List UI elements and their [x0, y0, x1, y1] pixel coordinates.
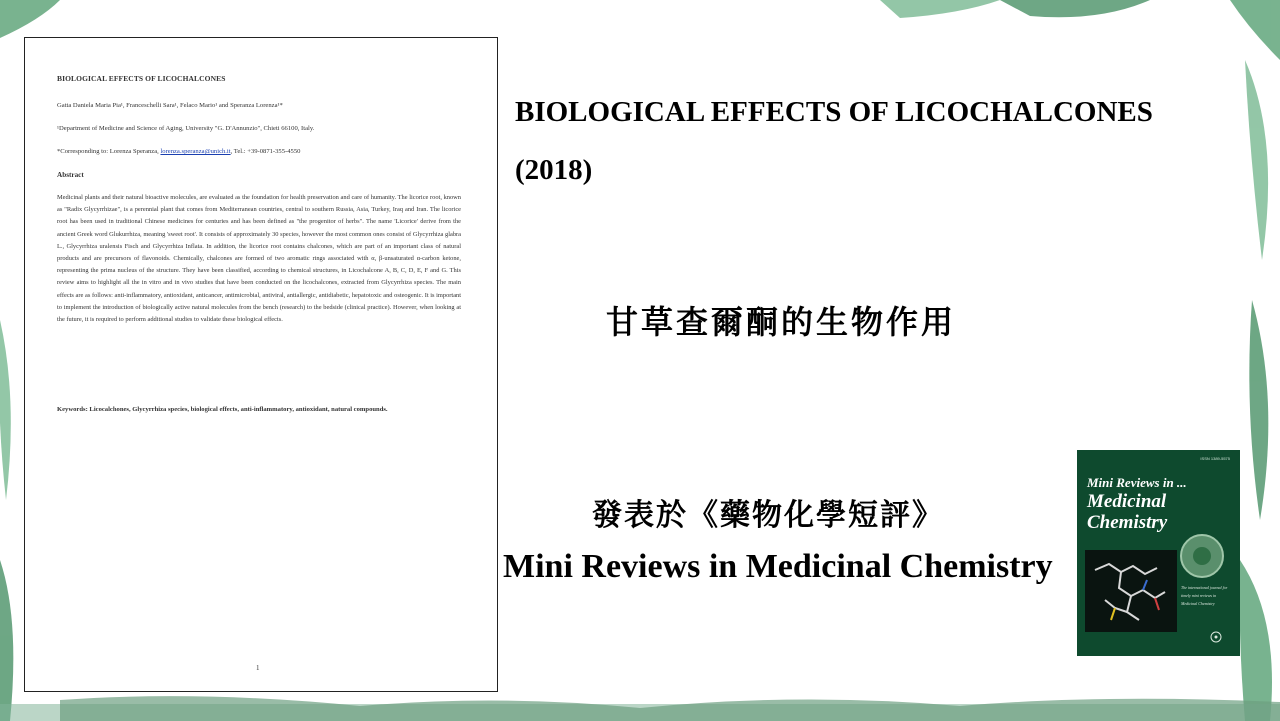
impact-factor-seal-icon [1180, 534, 1224, 578]
paper-first-page [24, 37, 498, 692]
corresponding-email-link[interactable]: lorenza.speranza@unich.it [160, 148, 231, 155]
cover-title-line3: Chemistry [1087, 512, 1168, 533]
journal-cover-image [1077, 450, 1240, 656]
abstract-heading: Abstract [57, 171, 84, 179]
corresponding-suffix: , Tel.: +39-0871-355-4550 [230, 148, 301, 155]
corresponding-prefix: *Corresponding to: Lorenza Speranza, [57, 148, 161, 155]
journal-name: Mini Reviews in Medicinal Chemistry [503, 548, 1053, 585]
cover-issn: ISSN 1389-5575 [1200, 456, 1230, 461]
english-title: BIOLOGICAL EFFECTS OF LICOCHALCONES [515, 96, 1153, 128]
chinese-title: 甘草查爾酮的生物作用 [606, 303, 957, 341]
paper-authors: Gatta Daniela Maria Pia¹, Franceschelli Sara¹, Felaco Mario¹ and Speranza Lorenza¹* [57, 102, 283, 109]
paper-title: BIOLOGICAL EFFECTS OF LICOCHALCONES [57, 74, 226, 83]
page-number: 1 [256, 664, 260, 672]
abstract-text: Medicinal plants and their natural bioactive molecules, are evaluated as the foundation for health preservation and care of humanity. The licorice root, known as "Radix Glycyrrhizae", is a perennial plant that comes from Mediterranean countries, central to southern Russia, Asia, Turkey, Iraq and Iran. The licorice root has been used in traditional Chinese medicines for centuries and has been defined as "the progenitor of herbs". The name 'Licorice' derive from the ancient Greek word Glukurrhiza, meaning 'sweet root'. It consists of approximately 30 species, however the most common ones consist of Glycyrrhiza glabra L., Glycyrrhiza uralensis Fisch and Glycyrrhiza Inflata. In addition, the licorice root contains chalcones, which are part of an important class of natural products and are precursors of flavonoids. Chemically, chalcones are formed of two aromatic rings associated with α, β-unsaturated α-carbon ketone, representing the prima nucleus of the structure. They have been classified, according to chemical structures, in Licochalcone A, B, C, D, E, F and G. This review aims to highlight all the in vitro and in vivo studies that have been conducted on the licochalcones, extracted from Glycyrrhiza species. The main effects are as follows: anti-inflammatory, antioxidant, anticancer, antimicrobial, antiviral, antiallergic, antidiabetic, hepatotoxic and osteogenic. It is important to implement the introduction of biologically active natural molecules from the bench (research) to the bedside (clinical practice). However, when looking at the future, it is required to perform additional studies to validate these biological effects. [57, 194, 461, 324]
paper-corresponding [57, 148, 300, 155]
publisher-logo-icon [1208, 630, 1224, 644]
cover-title-line1: Mini Reviews in ... [1087, 475, 1187, 490]
chinese-published-in: 發表於《藥物化學短評》 [592, 498, 944, 533]
paper-affiliation: ¹Department of Medicine and Science of Aging, University "G. D'Annunzio", Chieti 66100, Italy. [57, 125, 315, 132]
molecule-illustration [1085, 550, 1177, 632]
cover-title-line2: Medicinal [1087, 491, 1167, 512]
keywords-text: Keywords: Licocalchones, Glycyrrhiza species, biological effects, anti-inflammatory, antioxidant, natural compounds. [57, 406, 388, 413]
cover-blurb: The international journal for timely mini reviews in Medicinal Chemistry [1181, 585, 1228, 606]
publication-year: (2018) [515, 154, 593, 186]
